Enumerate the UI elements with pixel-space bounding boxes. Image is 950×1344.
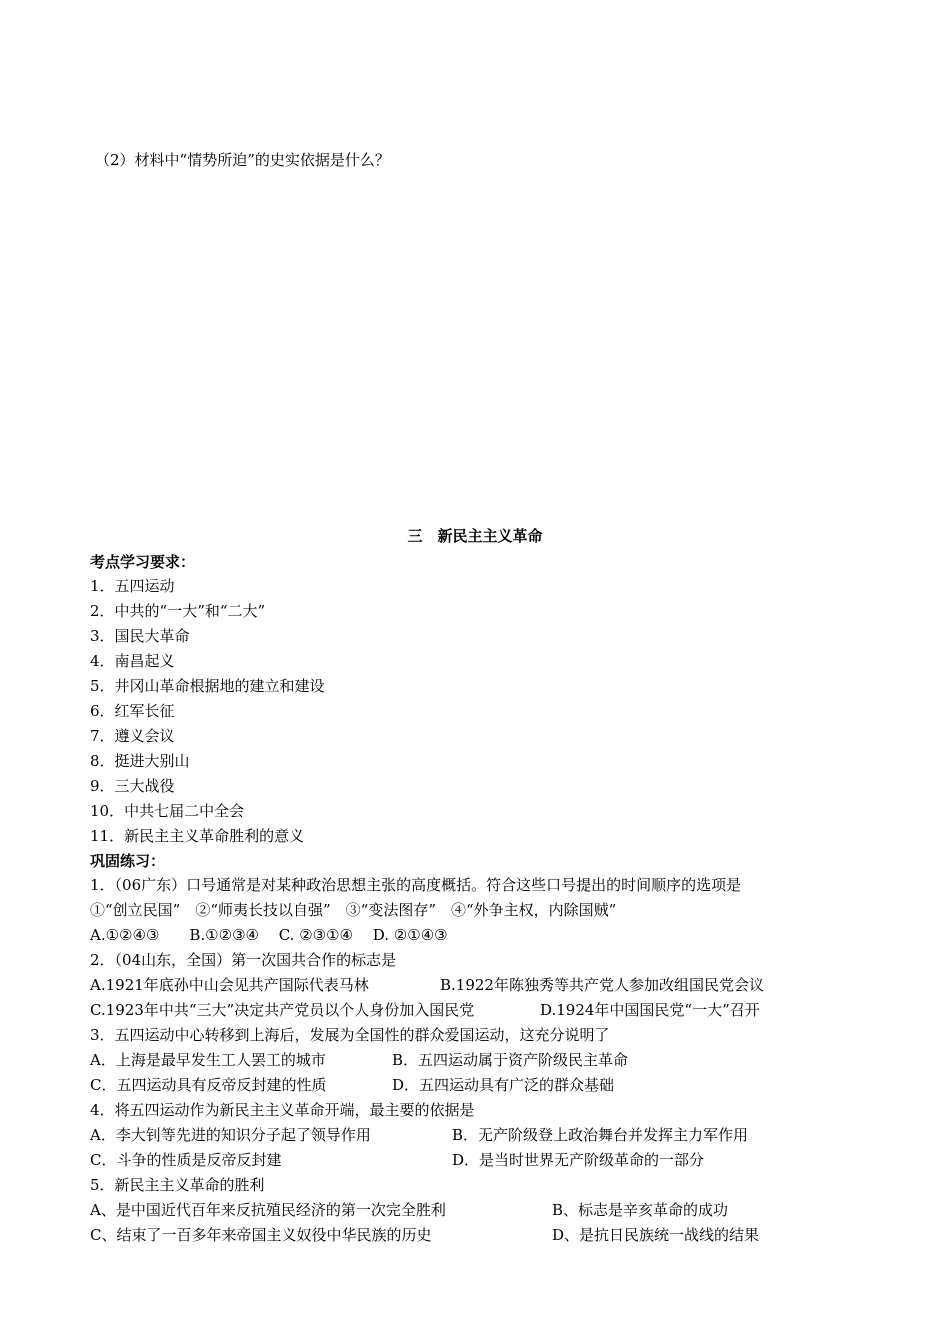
q4-option-c: C．斗争的性质是反帝反封建 xyxy=(90,1151,282,1169)
q4-option-a: A．李大钊等先进的知识分子起了领导作用 xyxy=(90,1126,371,1144)
q2-option-c: C.1923年中共“三大”决定共产党员以个人身份加入国民党 xyxy=(90,1001,475,1019)
requirement-item: 1．五四运动 xyxy=(90,577,175,595)
requirements-heading: 考点学习要求： xyxy=(90,553,196,571)
q5-option-b: B、标志是辛亥革命的成功 xyxy=(552,1201,729,1219)
q2-stem: 2．（04山东，全国）第一次国共合作的标志是 xyxy=(90,951,397,969)
q3-option-d: D．五四运动具有广泛的群众基础 xyxy=(392,1076,615,1094)
requirement-item: 4．南昌起义 xyxy=(90,652,175,670)
q2-option-d: D.1924年中国国民党“一大”召开 xyxy=(540,1001,760,1019)
q3-stem: 3．五四运动中心转移到上海后，发展为全国性的群众爱国运动，这充分说明了 xyxy=(90,1026,610,1044)
q4-option-d: D．是当时世界无产阶级革命的一部分 xyxy=(452,1151,705,1169)
q5-option-a: A、是中国近代百年来反抗殖民经济的第一次完全胜利 xyxy=(90,1201,446,1219)
section-title: 三 新民主主义革命 xyxy=(407,527,543,545)
q3-option-b: B．五四运动属于资产阶级民主革命 xyxy=(392,1051,629,1069)
q5-option-d: D、是抗日民族统一战线的结果 xyxy=(552,1226,760,1244)
requirement-item: 2．中共的“一大”和“二大” xyxy=(90,602,266,620)
requirement-item: 5．井冈山革命根据地的建立和建设 xyxy=(90,677,325,695)
q1-options: A.①②④③ B.①②③④ C. ②③①④ D. ②①④③ xyxy=(90,926,448,944)
requirement-item: 11．新民主主义革命胜利的意义 xyxy=(90,827,305,845)
question-2: （2）材料中“情势所迫”的史实依据是什么？ xyxy=(95,151,390,169)
requirement-item: 8．挺进大别山 xyxy=(90,752,190,770)
requirement-item: 9．三大战役 xyxy=(90,777,175,795)
q5-stem: 5．新民主主义革命的胜利 xyxy=(90,1176,265,1194)
q5-option-c: C、结束了一百多年来帝国主义奴役中华民族的历史 xyxy=(90,1226,432,1244)
requirement-item: 10．中共七届二中全会 xyxy=(90,802,245,820)
practice-heading: 巩固练习： xyxy=(90,852,166,870)
q1-slogans: ①“创立民国” ②“师夷长技以自强” ③“变法图存” ④“外争主权，内除国贼” xyxy=(90,901,617,919)
q2-option-b: B.1922年陈独秀等共产党人参加改组国民党会议 xyxy=(440,976,764,994)
q4-stem: 4．将五四运动作为新民主主义革命开端，最主要的依据是 xyxy=(90,1101,475,1119)
requirement-item: 6．红军长征 xyxy=(90,702,175,720)
q4-option-b: B．无产阶级登上政治舞台并发挥主力军作用 xyxy=(452,1126,749,1144)
q2-option-a: A.1921年底孙中山会见共产国际代表马林 xyxy=(90,976,369,994)
q3-option-c: C．五四运动具有反帝反封建的性质 xyxy=(90,1076,327,1094)
q1-stem: 1．（06广东）口号通常是对某种政治思想主张的高度概括。符合这些口号提出的时间顺序的选项是 xyxy=(90,876,742,894)
requirement-item: 7．遵义会议 xyxy=(90,727,175,745)
q3-option-a: A．上海是最早发生工人罢工的城市 xyxy=(90,1051,326,1069)
requirement-item: 3．国民大革命 xyxy=(90,627,190,645)
